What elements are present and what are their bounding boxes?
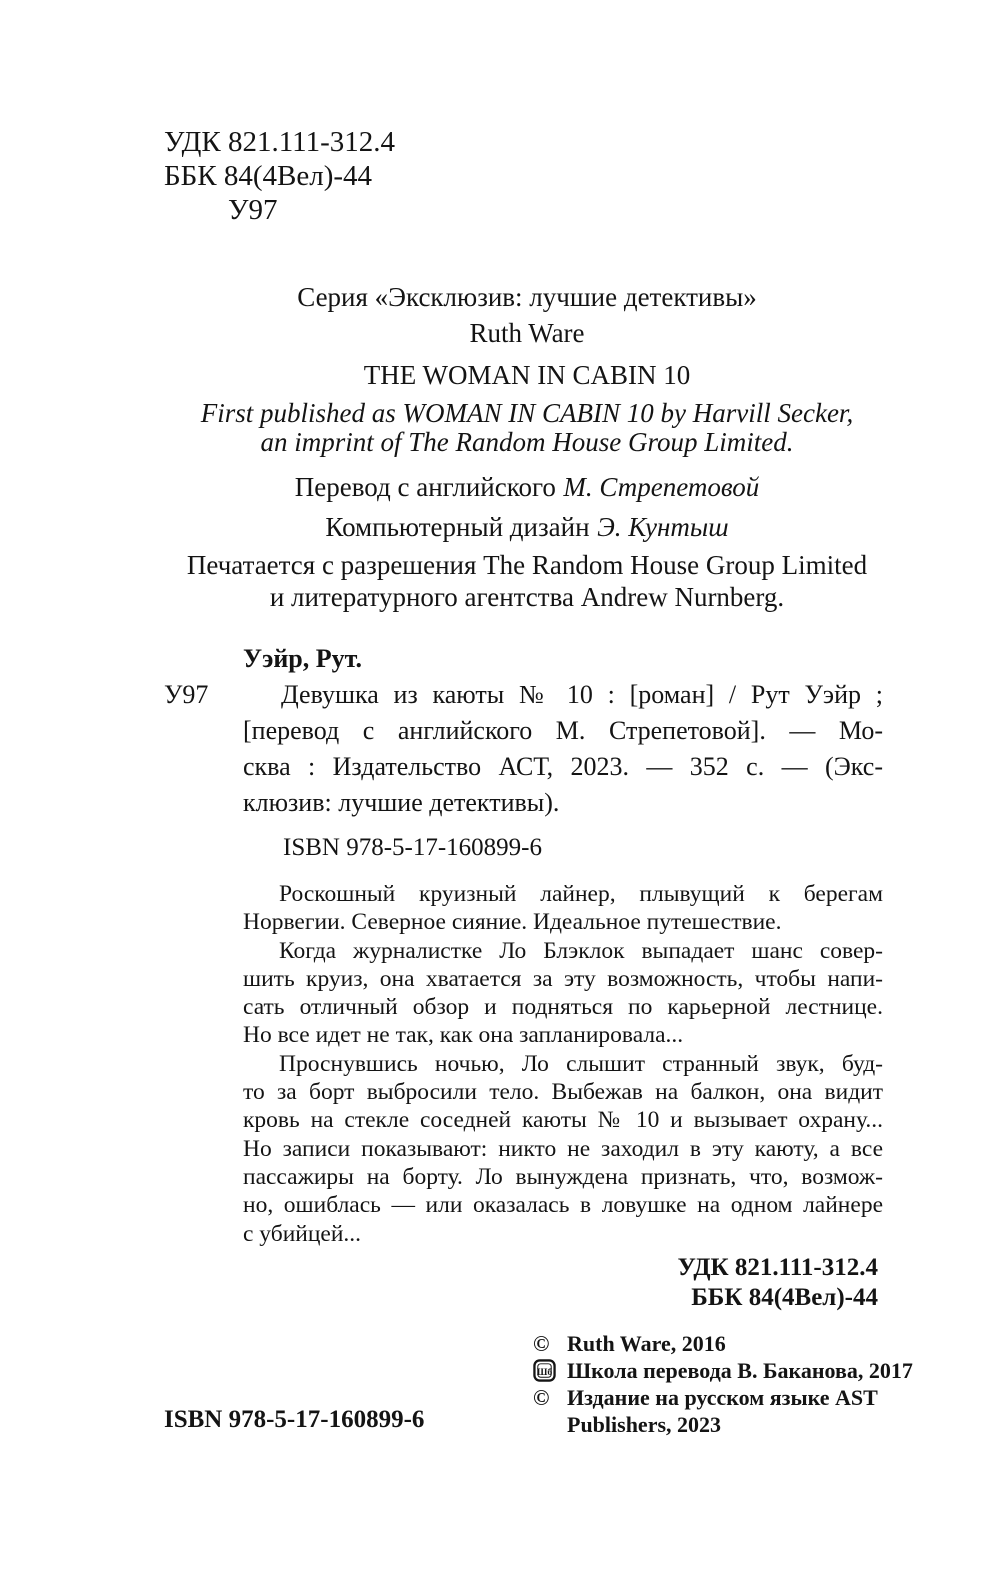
imprint-block: [54, 281, 1000, 613]
annotation-line: Когда журналистке Ло Блэклок выпадает шанс совер-: [279, 937, 883, 964]
catalog-author-header: Уэйр, Рут.: [243, 644, 362, 673]
udk-code-bottom: УДК 821.111-312.4: [677, 1254, 878, 1281]
annotation-line: Роскошный круизный лайнер, плывущий к берегам: [279, 881, 883, 907]
bakanov-logo-monogram: Шб: [536, 1366, 553, 1378]
annotation-line: но, ошиблась — или оказалась в ловушке на одном лайнере: [243, 1192, 883, 1219]
catalog-card: [164, 641, 883, 821]
catalog-line: сква : Издательство АСТ, 2023. — 352 с. — (Экс-: [243, 752, 883, 781]
udk-code: УДК 821.111-312.4: [164, 126, 395, 158]
translation-credit: [54, 471, 1000, 503]
permission-line1: Печатается с разрешения The Random House Group Limited: [186, 550, 868, 580]
permission-line2: и литературного агентства Andrew Nurnberg.: [269, 582, 785, 612]
copyright-symbol: ©: [533, 1331, 550, 1356]
first-published-line2: an imprint of The Random House Group Limited.: [260, 427, 794, 457]
top-codes-block: [164, 125, 395, 227]
annotation-line: сать отличный обзор и подняться по карьерной лестнице.: [243, 994, 883, 1021]
first-published-note: [54, 399, 1000, 457]
catalog-line: клюзив: лучшие детективы).: [243, 788, 560, 817]
isbn-bottom: ISBN 978-5-17-160899-6: [164, 1406, 425, 1433]
copyright-row: [533, 1357, 913, 1384]
design-credit: [54, 511, 1000, 543]
copyright-holder: Школа перевода В. Баканова, 2017: [567, 1358, 913, 1383]
permission-note: [54, 549, 1000, 613]
annotation-block: [243, 880, 883, 1248]
annotation-line: шить круиз, она хватается за эту возможность, чтобы напи-: [243, 965, 883, 992]
annotation-line: Но все идет не так, как она запланировала...: [243, 1022, 684, 1049]
copyright-symbol: ©: [533, 1385, 550, 1410]
original-title: THE WOMAN IN CABIN 10: [363, 360, 691, 390]
copyright-block: [533, 1330, 913, 1438]
annotation-line: Но записи показывают: никто не заходил в эту каюту, а все: [243, 1135, 883, 1162]
design-prefix: Компьютерный дизайн: [325, 512, 590, 542]
annotation-line: пассажиры на борту. Ло вынуждена признать, что, возмож-: [243, 1163, 883, 1190]
copyright-holder: Ruth Ware, 2016: [567, 1331, 726, 1356]
annotation-line: с убийцей...: [243, 1220, 362, 1247]
bakanov-school-logo-icon: [533, 1357, 567, 1382]
original-author: Ruth Ware: [469, 318, 585, 348]
annotation-line: Норвегии. Северное сияние. Идеальное путешествие.: [243, 909, 782, 936]
annotation-line: то за борт выбросили тело. Выбежав на балкон, она видит: [243, 1079, 883, 1106]
author-sign: У97: [228, 194, 278, 226]
copyright-holder: [567, 1384, 878, 1438]
copyright-row: [533, 1384, 913, 1438]
annotation-line: кровь на стекле соседней каюты № 10 и вызывает охрану...: [243, 1107, 883, 1134]
catalog-entry: [164, 677, 883, 821]
catalog-line: Девушка из каюты № 10 : [роман] / Рут Уэйр ;: [281, 680, 883, 709]
isbn-upper: ISBN 978-5-17-160899-6: [283, 834, 543, 861]
copyright-holder-line: Издание на русском языке AST: [567, 1385, 878, 1410]
catalog-line: [перевод с английского М. Стрепетовой]. — Мо-: [243, 716, 883, 745]
translation-prefix: Перевод с английского: [294, 472, 556, 502]
bottom-codes-block: [164, 1253, 878, 1313]
bbk-code: ББК 84(4Вел)-44: [164, 160, 373, 192]
catalog-author-sign: У97: [164, 680, 209, 709]
annotation-line: Проснувшись ночью, Ло слышит странный звук, буд-: [279, 1050, 883, 1077]
copyright-holder-line: Publishers, 2023: [567, 1412, 722, 1437]
copyright-row: [533, 1330, 913, 1357]
designer-name: Э. Кунтыш: [597, 512, 729, 542]
translator-name: М. Стрепетовой: [563, 472, 760, 502]
catalog-description: [243, 677, 883, 821]
bbk-code-bottom: ББК 84(4Вел)-44: [691, 1284, 878, 1311]
first-published-line1: First published as WOMAN IN CABIN 10 by Harvill Secker,: [200, 398, 854, 428]
series-line: Серия «Эксклюзив: лучшие детективы»: [297, 282, 757, 312]
